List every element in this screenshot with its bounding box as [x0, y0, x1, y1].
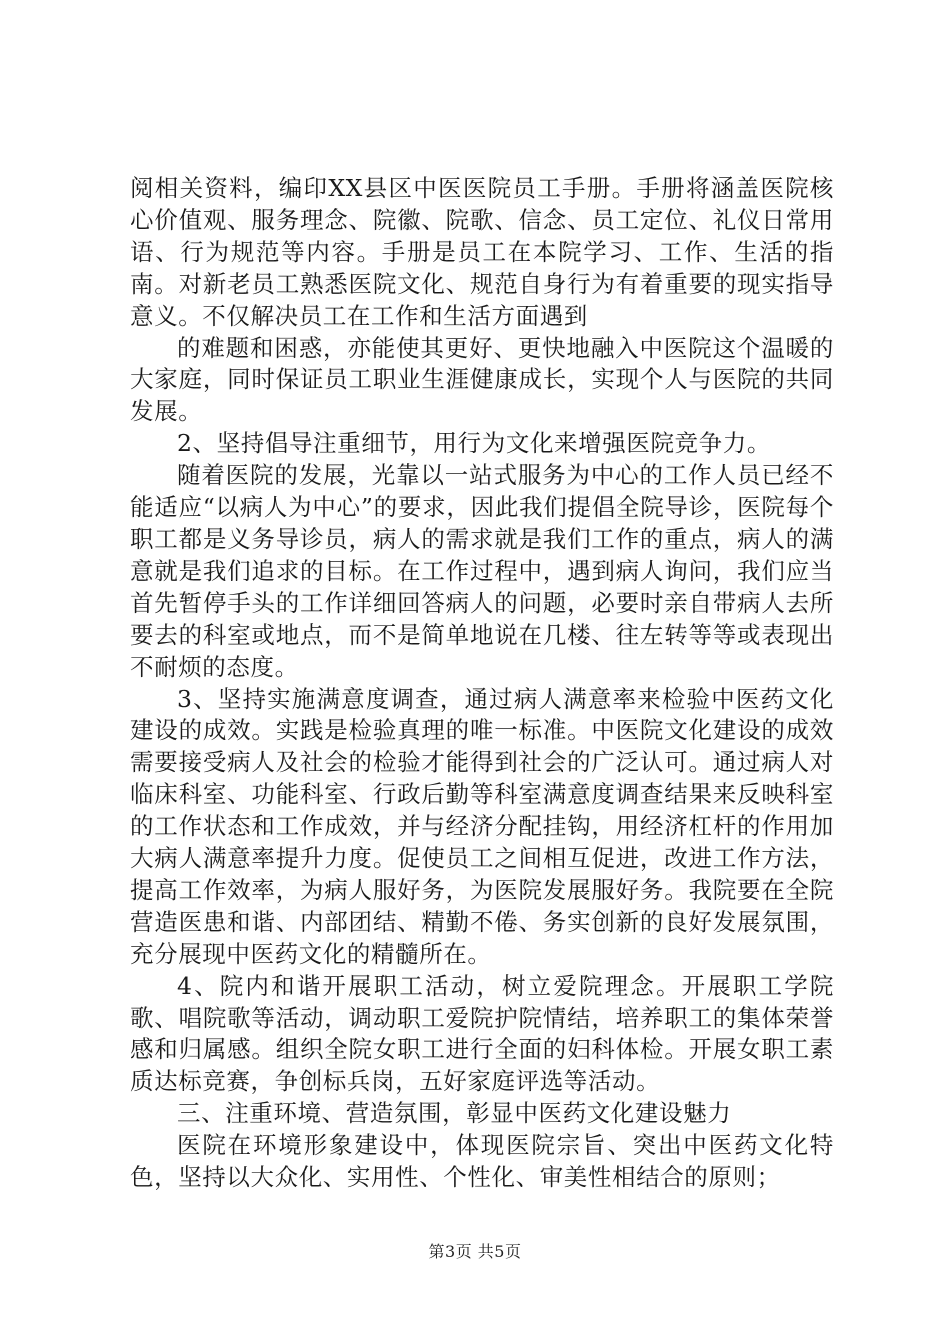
section-three-heading: 三、注重环境、营造氛围，彰显中医药文化建设魅力 [177, 1099, 732, 1128]
paragraph-continuation: 阅相关资料，编印XX县区中医医院员工手册。手册将涵盖医院核心价值观、服务理念、院徽、院歌、信念、员工定位、礼仪日常用语、行为规范等内容。手册是员工在本院学习、工作、生活的指南。对新老员工熟悉医院文化、规范自身行为有着重要的现实指导意义。不仅解决员工在工作和生活方面遇到 [130, 174, 834, 330]
document-body [130, 173, 834, 1194]
section-three-body: 医院在环境形象建设中，体现医院宗旨、突出中医药文化特色，坚持以大众化、实用性、个性化、审美性相结合的原则； [130, 1131, 834, 1192]
page-number-footer: 第3页 共5页 [428, 1242, 522, 1261]
section-item-4: 4、院内和谐开展职工活动，树立爱院理念。开展职工学院歌、唱院歌等活动，调动职工爱院护院情结，培养职工的集体荣誉感和归属感。组织全院女职工进行全面的妇科体检。开展女职工素质达标竞赛，争创标兵岗，五好家庭评选等活动。 [130, 971, 834, 1096]
section-item-3: 3、坚持实施满意度调查，通过病人满意率来检验中医药文化建设的成效。实践是检验真理的唯一标准。中医院文化建设的成效需要接受病人及社会的检验才能得到社会的广泛认可。通过病人对临床科室、功能科室、行政后勤等科室满意度调查结果来反映科室的工作状态和工作成效，并与经济分配挂钩，用经济杠杆的作用加大病人满意率提升力度。促使员工之间相互促进，改进工作方法，提高工作效率，为病人服好务，为医院发展服好务。我院要在全院营造医患和谐、内部团结、精勤不倦、务实创新的良好发展氛围，充分展现中医药文化的精髓所在。 [130, 684, 834, 968]
paragraph-continuation-end: 的难题和困惑，亦能使其更好、更快地融入中医院这个温暖的大家庭，同时保证员工职业生涯健康成长，实现个人与医院的共同发展。 [130, 333, 834, 426]
section-item-2-body: 随着医院的发展，光靠以一站式服务为中心的工作人员已经不能适应“以病人为中心”的要求，因此我们提倡全院导诊，医院每个职工都是义务导诊员，病人的需求就是我们工作的重点，病人的满意就是我们追求的目标。在工作过程中，遇到病人询问，我们应当首先暂停手头的工作详细回答病人的问题，必要时亲自带病人去所要去的科室或地点，而不是简单地说在几楼、往左转等等或表现出不耐烦的态度。 [130, 461, 834, 681]
section-item-2-heading: 2、坚持倡导注重细节，用行为文化来增强医院竞争力。 [177, 429, 771, 458]
